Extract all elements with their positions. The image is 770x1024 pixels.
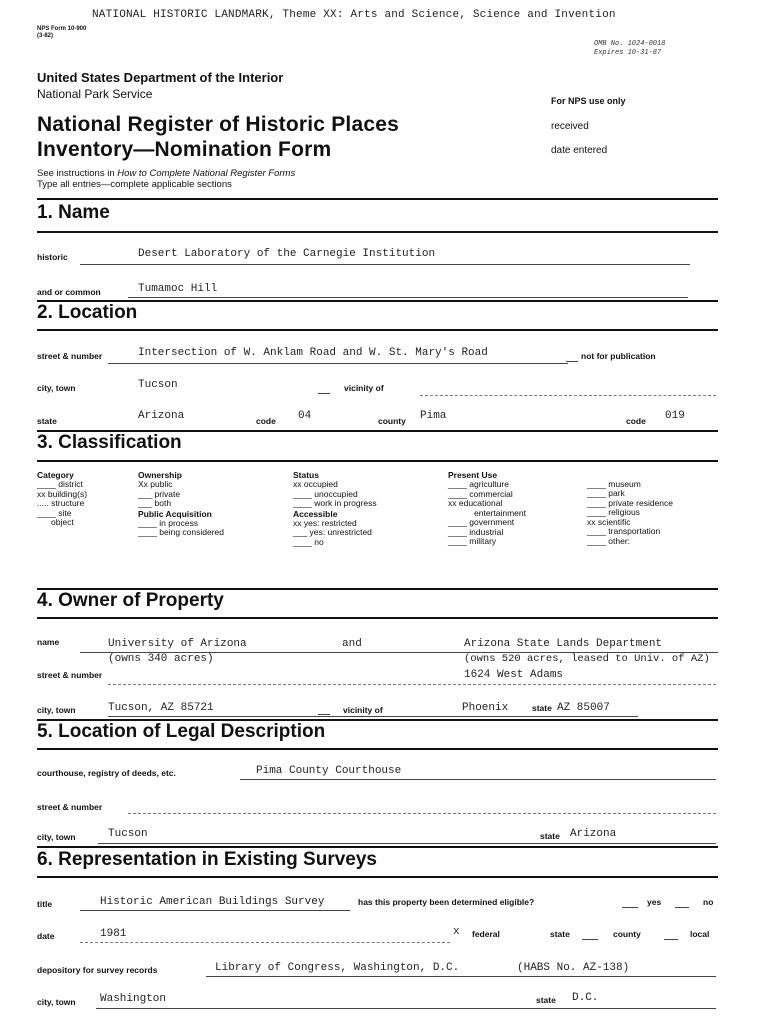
department-name: United States Department of the Interior (37, 70, 284, 85)
present-use-column-1 (448, 470, 526, 547)
county-value: Pima (420, 410, 447, 422)
ownership-both: ___ both (138, 498, 172, 508)
courthouse-value: Pima County Courthouse (256, 765, 402, 777)
ownership-column (138, 470, 224, 538)
present-use-heading: Present Use (448, 470, 498, 480)
city-town-label: city, town (37, 383, 76, 393)
use-entertainment: entertainment (474, 507, 526, 518)
use-military: ____ military (448, 536, 497, 546)
field-underline (108, 716, 638, 717)
field-underline (80, 264, 690, 265)
eligible-no: no (703, 897, 714, 907)
field-underline (206, 976, 716, 977)
status-column (293, 470, 377, 547)
accessible-heading: Accessible (293, 508, 338, 519)
section-rule (37, 748, 718, 750)
legal-state-label: state (540, 831, 560, 841)
common-name-value: Tumamoc Hill (138, 283, 218, 295)
owner-vicinity-value: Phoenix (462, 702, 509, 714)
section-6-heading: 6. Representation in Existing Surveys (37, 849, 377, 870)
field-underline (98, 843, 716, 844)
category-building: xx building(s) (37, 488, 88, 499)
status-heading: Status (293, 470, 319, 480)
survey-state-label: state (536, 995, 556, 1005)
use-commercial: ____ commercial (448, 488, 513, 499)
category-district: ____ district (37, 479, 83, 489)
owner-2-note: (owns 520 acres, leased to Univ. of AZ) (464, 653, 710, 665)
eligible-yes: yes (647, 897, 662, 907)
field-underline (80, 942, 450, 943)
access-no: ____ no (293, 536, 324, 547)
owner-street-label: street & number (37, 670, 103, 680)
street-number-label: street & number (37, 351, 103, 361)
field-underline (96, 1008, 716, 1009)
section-rule (37, 460, 718, 462)
owner-vicinity-label: vicinity of (343, 705, 383, 715)
use-private-residence: ____ private residence (587, 497, 674, 508)
owner-2-value: Arizona State Lands Department (464, 638, 663, 650)
owner-state-value: AZ 85007 (557, 702, 610, 714)
courthouse-label: courthouse, registry of deeds, etc. (37, 768, 176, 778)
checkbox-line (566, 361, 578, 362)
use-museum: ____ museum (587, 478, 641, 489)
legal-city-label: city, town (37, 832, 76, 842)
common-name-label: and or common (37, 287, 101, 297)
section-rule (37, 198, 718, 200)
status-work-in-progress: ____ work in progress (293, 498, 377, 508)
use-scientific: xx scientific (587, 516, 631, 527)
legal-street-label: street & number (37, 802, 103, 812)
form-title-line1: National Register of Historic Places (37, 113, 399, 136)
field-underline (80, 910, 350, 911)
owner-state-label: state (532, 703, 552, 713)
checkbox-line (318, 393, 330, 394)
use-park: ____ park (587, 488, 625, 498)
use-religious: ____ religious (587, 507, 640, 517)
federal-mark: x (453, 926, 460, 938)
legal-city-value: Tucson (108, 828, 148, 840)
level-federal: federal (472, 929, 500, 939)
use-agriculture: ____ agriculture (448, 479, 509, 489)
survey-date-value: 1981 (100, 928, 127, 940)
category-column (37, 470, 87, 528)
received-label: received (551, 121, 589, 132)
survey-date-label: date (37, 931, 55, 941)
legal-state-value: Arizona (570, 828, 617, 840)
section-rule (37, 846, 718, 848)
survey-title-label: title (37, 899, 53, 909)
use-other: ____ other: (587, 535, 631, 546)
section-1-heading: 1. Name (37, 202, 110, 223)
survey-state-value: D.C. (572, 992, 599, 1004)
level-county: county (613, 929, 641, 939)
not-for-publication-label: not for publication (581, 351, 656, 361)
owner-name-label: name (37, 637, 60, 647)
use-educational: xx educational (448, 498, 503, 508)
survey-city-value: Washington (100, 993, 167, 1005)
checkbox-line (675, 907, 689, 908)
historic-label: historic (37, 252, 68, 262)
service-name: National Park Service (37, 87, 153, 101)
level-state: state (550, 929, 570, 939)
owner-and: and (342, 638, 362, 650)
instructions-line2: Type all entries—complete applicable sections (37, 179, 232, 190)
field-underline (108, 684, 716, 685)
field-underline (108, 363, 568, 364)
ownership-private: ___ private (138, 488, 181, 499)
form-date: (3-82) (37, 33, 54, 39)
checkbox-line (582, 939, 598, 940)
county-label: county (378, 416, 406, 426)
field-underline (420, 395, 716, 396)
state-label: state (37, 416, 57, 426)
acquisition-in-process: ____ in process (138, 517, 199, 528)
use-industrial: ____ industrial (448, 526, 504, 537)
category-structure: ..... structure (37, 498, 85, 508)
survey-title-value: Historic American Buildings Survey (100, 896, 325, 908)
date-entered-label: date entered (551, 145, 608, 156)
section-4-heading: 4. Owner of Property (37, 590, 224, 611)
section-3-heading: 3. Classification (37, 432, 182, 453)
status-occupied: xx occupied (293, 479, 338, 489)
owner-city-value: Tucson, AZ 85721 (108, 702, 214, 714)
form-title-line2: Inventory—Nomination Form (37, 138, 332, 161)
use-transportation: ____ transportation (587, 526, 661, 536)
omb-number: OMB No. 1024-0018 (594, 40, 666, 48)
instructions-line1 (37, 168, 295, 179)
vicinity-label: vicinity of (344, 383, 384, 393)
form-number: NPS Form 10-900 (37, 26, 87, 32)
historic-name-value: Desert Laboratory of the Carnegie Institution (138, 248, 436, 260)
use-government: ____ government (448, 517, 515, 527)
state-code-value: 04 (298, 410, 312, 422)
checkbox-line (664, 939, 678, 940)
section-rule (37, 300, 718, 302)
omb-expiry: Expires 10-31-87 (594, 49, 662, 57)
ownership-heading: Ownership (138, 470, 182, 480)
state-value: Arizona (138, 410, 185, 422)
instructions-prefix: See instructions in (37, 168, 118, 179)
nps-use-only: For NPS use only (551, 96, 626, 106)
county-code-value: 019 (665, 410, 685, 422)
owner-street-value: 1624 West Adams (464, 669, 564, 681)
depository-label: depository for survey records (37, 965, 158, 975)
survey-city-label: city, town (37, 997, 76, 1007)
section-2-heading: 2. Location (37, 302, 138, 323)
public-acquisition-heading: Public Acquisition (138, 508, 212, 519)
category-object: object (51, 517, 74, 527)
depository-value: Library of Congress, Washington, D.C. (215, 962, 460, 974)
field-underline (128, 297, 688, 298)
access-restricted: xx yes: restricted (293, 517, 357, 528)
field-underline (240, 779, 716, 780)
access-unrestricted: ___ yes: unrestricted (293, 527, 372, 537)
section-rule (37, 617, 718, 619)
landmark-theme-line: NATIONAL HISTORIC LANDMARK, Theme XX: Arts and Science, Science and Invention (92, 9, 616, 21)
owner-city-label: city, town (37, 705, 76, 715)
present-use-column-2 (587, 480, 673, 547)
section-5-heading: 5. Location of Legal Description (37, 721, 326, 742)
acquisition-being-considered: ____ being considered (138, 527, 225, 537)
checkbox-line (622, 907, 638, 908)
county-code-label: code (626, 416, 646, 426)
section-rule (37, 876, 718, 878)
category-heading: Category (37, 470, 74, 480)
field-underline (128, 813, 716, 814)
ownership-public: Xx public (138, 479, 173, 489)
instructions-booklet: How to Complete National Register Forms (117, 168, 296, 179)
owner-1-value: University of Arizona (108, 638, 247, 650)
section-rule (37, 329, 718, 331)
category-site: ____ site (37, 507, 72, 518)
owner-1-note: (owns 340 acres) (108, 653, 214, 665)
level-local: local (690, 929, 710, 939)
habs-number: (HABS No. AZ-138) (517, 962, 630, 974)
street-value: Intersection of W. Anklam Road and W. St. Mary's Road (138, 347, 488, 359)
section-rule (37, 231, 718, 233)
checkbox-line (318, 714, 330, 715)
state-code-label: code (256, 416, 276, 426)
status-unoccupied: ____ unoccupied (293, 488, 358, 499)
city-value: Tucson (138, 379, 178, 391)
eligibility-question: has this property been determined eligible? (358, 897, 535, 907)
